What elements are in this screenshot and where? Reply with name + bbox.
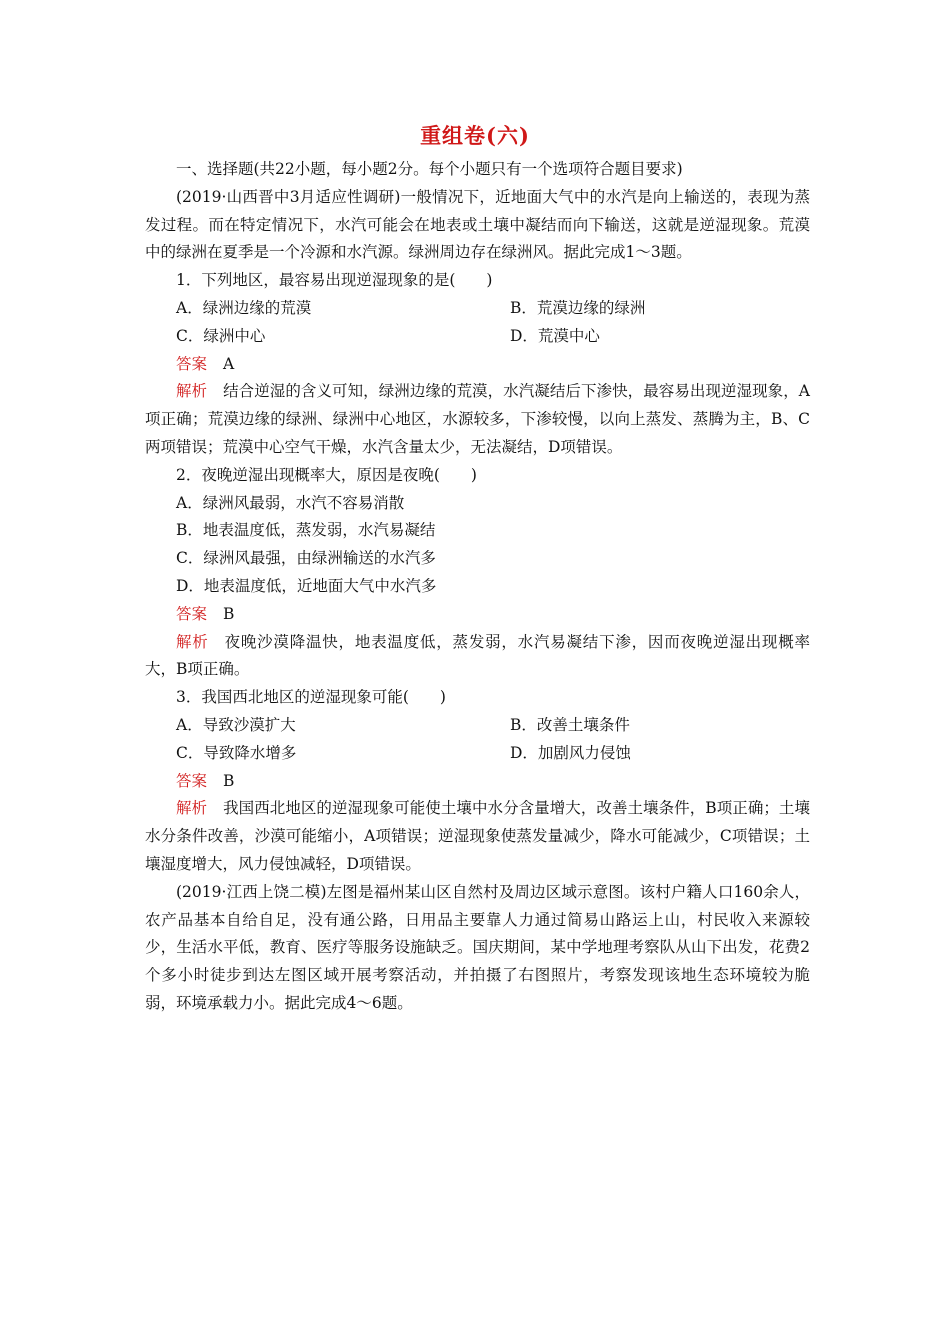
answer-label: 答案 xyxy=(176,354,208,373)
question-1-answer xyxy=(145,351,810,379)
question-3-answer xyxy=(145,768,810,796)
answer-label: 答案 xyxy=(176,604,208,623)
answer-value: A xyxy=(223,354,235,373)
answer-label: 答案 xyxy=(176,771,208,790)
question-1-option-c: C．绿洲中心 xyxy=(176,326,266,345)
answer-value: B xyxy=(223,604,235,623)
question-3-option-a: A．导致沙漠扩大 xyxy=(176,715,296,734)
question-2-option-d: D．地表温度低，近地面大气中水汽多 xyxy=(176,576,437,595)
analysis-text: 结合逆湿的含义可知，绿洲边缘的荒漠，水汽凝结后下渗快，最容易出现逆湿现象，A项正确；荒漠边缘的绿洲、绿洲中心地区，水源较多，下渗较慢，以向上蒸发、蒸腾为主，B、C两项错误；荒漠中心空气干燥，水汽含量太少，无法凝结，D项错误。 xyxy=(145,382,810,456)
section-header: 一、选择题(共22小题，每小题2分。每个小题只有一个选项符合题目要求) xyxy=(176,160,683,178)
question-1-stem: 1．下列地区，最容易出现逆湿现象的是( ) xyxy=(176,271,493,290)
question-2-analysis xyxy=(145,629,810,685)
question-3-option-d: D．加剧风力侵蚀 xyxy=(510,743,631,762)
question-2-stem: 2．夜晚逆湿出现概率大，原因是夜晚( ) xyxy=(176,465,477,484)
analysis-label: 解析 xyxy=(176,799,208,818)
passage-2: (2019·江西上饶二模)左图是福州某山区自然村及周边区域示意图。该村户籍人口160余人，农产品基本自给自足，没有通公路，日用品主要靠人力通过简易山路运上山，村民收入来源较少，生活水平低，教育、医疗等服务设施缺乏。国庆期间，某中学地理考察队从山下出发，花费2个多小时徒步到达左图区域开展考察活动，并拍摄了右图照片，考察发现该地生态环境较为脆弱，环境承载力小。据此完成4～6题。 xyxy=(145,882,810,1012)
question-1-option-d: D．荒漠中心 xyxy=(510,326,600,345)
question-3-stem: 3．我国西北地区的逆湿现象可能( ) xyxy=(176,688,446,707)
question-1-analysis xyxy=(145,378,810,461)
question-3-analysis xyxy=(145,795,810,878)
analysis-label: 解析 xyxy=(176,632,209,651)
question-1-options-ab xyxy=(145,295,810,323)
question-3-options-cd xyxy=(145,740,810,768)
analysis-label: 解析 xyxy=(176,382,208,401)
question-1-options-cd xyxy=(145,323,810,351)
answer-value: B xyxy=(223,771,235,790)
analysis-text: 夜晚沙漠降温快，地表温度低，蒸发弱，水汽易凝结下渗，因而夜晚逆湿出现概率大，B项正确。 xyxy=(145,632,810,679)
question-2-option-b: B．地表温度低，蒸发弱，水汽易凝结 xyxy=(176,521,436,540)
document-body xyxy=(145,156,810,1018)
analysis-text: 我国西北地区的逆湿现象可能使土壤中水分含量增大，改善土壤条件，B项正确；土壤水分条件改善，沙漠可能缩小，A项错误；逆湿现象使蒸发量减少，降水可能减少，C项错误；土壤湿度增大，风力侵蚀减轻，D项错误。 xyxy=(145,799,810,873)
question-2-answer xyxy=(145,601,810,629)
question-1-option-b: B．荒漠边缘的绿洲 xyxy=(510,298,646,317)
question-2-option-c: C．绿洲风最强，由绿洲输送的水汽多 xyxy=(176,549,436,568)
page-title: 重组卷(六) xyxy=(420,123,530,148)
passage-1: (2019·山西晋中3月适应性调研)一般情况下，近地面大气中的水汽是向上输送的，表现为蒸发过程。而在特定情况下，水汽可能会在地表或土壤中凝结而向下输送，这就是逆湿现象。荒漠中的绿洲在夏季是一个冷源和水汽源。绿洲周边存在绿洲风。据此完成1～3题。 xyxy=(145,187,810,262)
question-3-option-b: B．改善土壤条件 xyxy=(510,715,630,734)
question-1-option-a: A．绿洲边缘的荒漠 xyxy=(176,298,312,317)
question-3-options-ab xyxy=(145,712,810,740)
question-3-option-c: C．导致降水增多 xyxy=(176,743,297,762)
question-2-option-a: A．绿洲风最弱，水汽不容易消散 xyxy=(176,493,405,512)
